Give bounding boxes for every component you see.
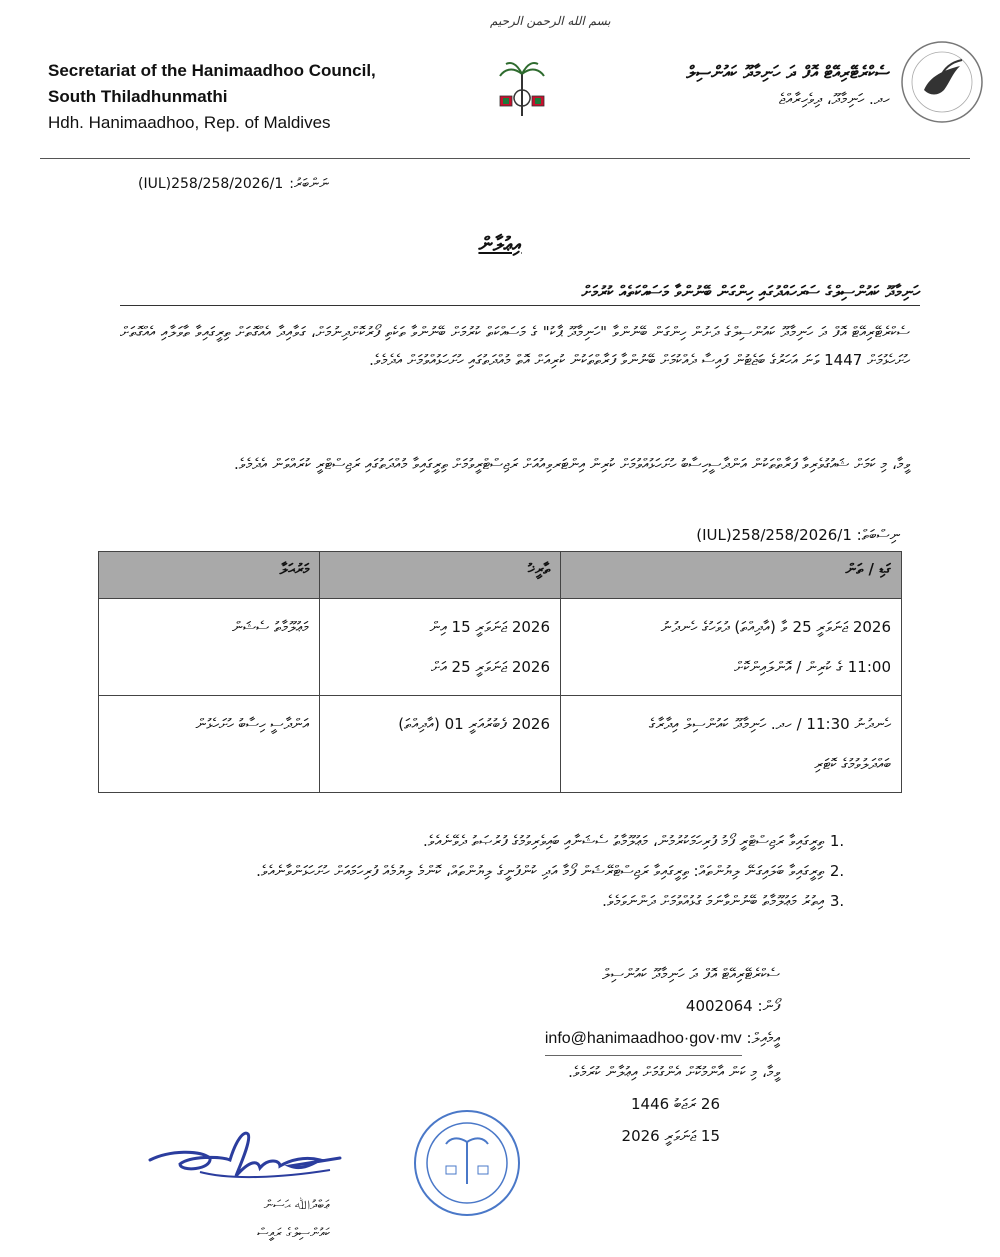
note-text: ތިރީގައިވާ ރަޖިސްޓްރީ ފޯމު ފުރިހަމަކުރުމުން، މަޢުލޫމާތު ސެޝަނާއި ބައިވެރިވުމުގެ ފުރުޞަތު ދެވޭނެއެވެ.: [422, 832, 824, 850]
header-en-line2: South Thiladhunmathi: [48, 87, 228, 106]
schedule-date-line: 2026 ޖަނަވަރީ 25 އަށް: [431, 658, 550, 676]
schedule-date-line: 2026 ޖަނަވަރީ 15 އިން: [429, 618, 550, 636]
secondary-reference: [620, 526, 900, 544]
date-block: [622, 1088, 720, 1152]
header-en-line3: Hdh. Hanimaadhoo, Rep. of Maldives: [48, 113, 331, 132]
schedule-stage-cell: އަންދާސީ ހިސާބު ހުށަހެޅުން: [99, 696, 320, 793]
email-label: އީމެއިލް:: [746, 1029, 780, 1047]
secondary-reference-value: (IUL)258/258/2026/1: [696, 526, 852, 544]
announcement-subject: ހަނިމާދޫ ކައުންސިލްގެ ސަރަހައްދުގައި ހިންގަން ބޭނުންވާ މަސައްކަތެއް ކުރުމަށް: [120, 282, 920, 306]
contact-block: [180, 958, 780, 1088]
table-row: [99, 696, 902, 793]
header-divider: [40, 158, 970, 159]
schedule-time-cell: [561, 599, 902, 696]
schedule-header-row: [99, 552, 902, 599]
phone-number: 4002064: [685, 997, 753, 1015]
contact-office: ސެކްރެޓޭރިއޭޓް އޮފް ދަ ހަނިމާދޫ ކައުންސިލް: [602, 965, 780, 983]
note-number: 2.: [829, 862, 845, 880]
contact-phone-row: [180, 990, 780, 1022]
note-text: ތިރީގައިވާ ބަލައިގަނޭ ލިޔުންތައް: ތިރީގައިވާ ރަޖިސްޓްރޭޝަން ފޯމާ އަދި ކުންފުނީގެ ލިޔުންތައް، ކޮންމެ ލިޔުމެއް ފުރިހަމައަށް ހުށަހަޅަންވާނެއެވެ.: [256, 862, 824, 880]
list-item: [130, 826, 850, 856]
schedule-header-time: ގަޑި / ތަން: [561, 552, 902, 599]
schedule-time-line: ހެނދުނު 11:30 / ހދ. ހަނިމާދޫ ކައުންސިލް އިދާރާގެ: [648, 715, 891, 733]
signatory-block: [170, 1192, 330, 1248]
hijri-date: 26 ރަޖަބު 1446: [630, 1095, 720, 1113]
signatory-name: ޢަބްދުﷲ ޙަސަން: [263, 1198, 330, 1213]
reference-label: ނަންބަރު:: [289, 176, 329, 192]
email-link[interactable]: info@hanimaadhoo·gov·mv: [545, 1023, 742, 1056]
schedule-date-line: 2026 ފެބުރުއަރީ 01 (އާދިއްތަ): [398, 715, 550, 733]
paragraph-1: ސެކްރެޓޭރިއޭޓް އޮފް ދަ ހަނިމާދޫ ކައުންސިލްގެ ދަށުން ހިންގަން ބޭނުންވާ "ހަނިމާދޫ ޕާކު" ގެ މަސައްކަތް ކުރުމަށް ބޭނުންވާ ތަކެތި ފޯރުކޮށްދިނުމަށް، ގަވާއިދާ އެއްގޮތަށް ތިރީގައިވާ ތާވަލާއި އެއްގޮތަށް ހުށަހެޅުމަށް 1447 ވަނަ އަހަރުގެ ބަޖެޓުން ފައިސާ ދެއްކުމަށް ބޭނުންވާ ފަރާތްތަކުން ކުރިއަށް އޮތް މުއްދަތުގައި ހުށަހަޅުއްވުމަށް އެދެމެވެ.: [120, 323, 910, 369]
phone-label: ފޯން:: [757, 997, 780, 1015]
closing-line: ވީމާ، މި ކަން އާންމުކޮށް އެންގުމަށް އިޢުލާން ކުރަމެވެ.: [568, 1063, 780, 1081]
schedule-header-stage: މަރުޙަލާ: [99, 552, 320, 599]
header-en-line1: Secretariat of the Hanimaadhoo Council,: [48, 61, 376, 80]
gregorian-date: 15 ޖަނަވަރީ 2026: [621, 1127, 720, 1145]
announcement-title-text: އިޢުލާން: [478, 232, 522, 256]
list-item: [130, 886, 850, 916]
header-dv-line1: ސެކްރެޓޭރިއޭޓް އޮފް ދަ ހަނިމާދޫ ކައުންސިލް: [686, 63, 890, 83]
schedule-date-cell: [320, 599, 561, 696]
official-stamp-icon: [412, 1108, 522, 1218]
header-english: [48, 58, 376, 136]
notes-list: [130, 826, 850, 916]
schedule-time-line: 2026 ޖަނަވަރީ 25 ވާ (އާދިއްތަ) ދުވަހުގެ ހެނދުނު: [660, 618, 891, 636]
schedule-stage-cell: މަޢުލޫމާތު ސެޝަން: [99, 599, 320, 696]
paragraph-2: ވީމާ، މި ކަމަށް ޝައުގުވެރިވާ ފަރާތްތަކުން އަންދާސީހިސާބު ހުށަހަޅުއްވުމަށް ކުރިން އިންޓަރވިއުއަށް ރަޖިސްޓްރީވުމަށް ތިރީގައިވާ މުއްދަތުގައި ރަޖިސްޓްރީ ކުރައްވަން އެދެމެވެ.: [233, 455, 910, 473]
signature-image: [140, 1120, 350, 1200]
list-item: [130, 856, 850, 886]
signatory-title: ކައުންސިލްގެ ރައީސް: [257, 1226, 330, 1241]
header-dhivehi: [686, 60, 890, 112]
schedule-table: [98, 551, 902, 793]
council-logo-icon: [900, 40, 984, 124]
schedule-time-line: ބައްދަލުވުމުގެ ކޮޓަރި: [814, 755, 891, 773]
schedule-date-cell: [320, 696, 561, 793]
schedule-time-cell: [561, 696, 902, 793]
reference-value: (IUL)258/258/2026/1: [138, 176, 284, 192]
contact-email-row: [180, 1022, 780, 1056]
announcement-title: [0, 232, 1000, 256]
secondary-reference-label: ނިސްބަތް:: [856, 526, 900, 544]
note-text: އިތުރު މަޢުލޫމާތު ބޭނުންވާނަމަ ގުޅުއްވުމަށް ދަންނަވަމެވެ.: [602, 892, 824, 910]
reference-number: [138, 176, 329, 192]
schedule-time-line: 11:00 ގެ ކުރިން / އޮންލައިންކޮށް: [734, 658, 891, 676]
state-emblem-icon: [492, 56, 552, 128]
table-row: [99, 599, 902, 696]
header-dv-line2: ހދ. ހަނިމާދޫ، ދިވެހިރާއްޖެ: [778, 90, 890, 108]
schedule-header-date: ތާރީޚު: [320, 552, 561, 599]
note-number: 1.: [829, 832, 845, 850]
note-number: 3.: [829, 892, 845, 910]
bismillah-calligraphy: بسم الله الرحمن الرحيم: [490, 14, 611, 28]
